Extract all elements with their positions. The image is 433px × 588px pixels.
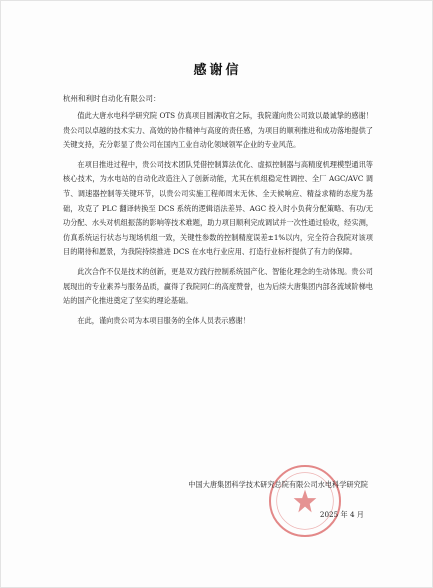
letter-date: 2025 年 4 月 xyxy=(319,510,364,519)
seal-graphic xyxy=(271,467,339,535)
letter-salutation: 杭州和利时自动化有限公司： xyxy=(63,94,161,103)
letter-paragraph: 在此，谨向贵公司为本项目服务的全体人员表示感谢！ xyxy=(77,315,250,325)
official-seal xyxy=(269,465,341,537)
letter-body xyxy=(63,109,373,333)
letter-paragraph: 值此大唐水电科学研究院 OTS 仿真项目圆满收官之际，我院谨向贵公司致以最诚挚的感谢！贵公司以卓越的技术实力、高效的协作精神与高度的责任感，为项目的顺利推进和成功落地提供了关键支持，充分彰显了贵公司在国内工业自动化领域领军企业的专业风范。 xyxy=(63,111,373,150)
letter-paragraph: 此次合作不仅是技术的创新，更是双方践行控制系统国产化、智能化理念的生动体现。贵公司展现出的专业素养与服务品质，赢得了我院同仁的高度赞誉，也为后续大唐集团内部各流域阶梯电站的国产化推进奠定了坚实的理论基础。 xyxy=(63,266,373,306)
letter-title: 感谢信 xyxy=(193,63,242,78)
letter-paragraph: 在项目推进过程中，贵公司技术团队凭借控制算法优化、虚拟控制器与高精度机理模型通讯等核心技术，为水电站的自动化改造注入了创新动能，尤其在机组稳定性调控、全厂 AGC/AVC 调节、调速器控制等关键环节，以贵公司实施工程师周末无休、全天候响应、精益求精的态度为基础，攻克了 PLC 翻译转换至 DCS 系统的逻辑语法差异、AGC 投入时小负荷分配策略、有功/无功分配、水头对机组振荡的影响等技术难题，助力项目顺利完成调试并一次性通过验收，经实测，仿真系统运行状态与现场机组一致，关键性参数的控制精度误差±1%以内，完全符合我院对该项目的期待和愿景，为我院持续推进 DCS 在水电行业应用、打造行业标杆提供了有力的保障。 xyxy=(63,159,373,257)
letter-signature: 中国大唐集团科学技术研究总院有限公司水电科学研究院 xyxy=(188,480,368,489)
